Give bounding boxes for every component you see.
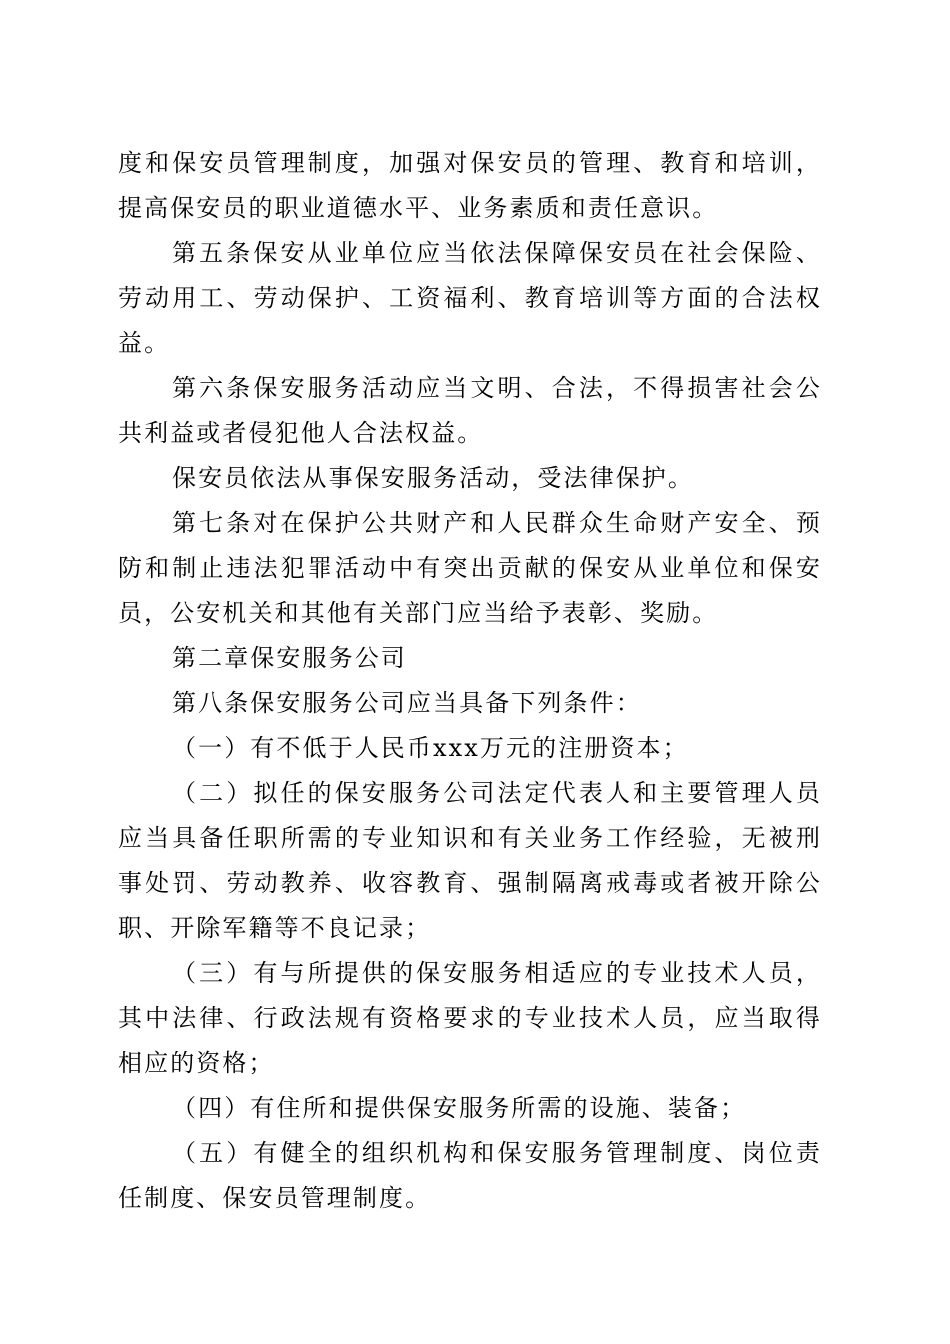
paragraph-article-6: 第六条保安服务活动应当文明、合法，不得损害社会公共利益或者侵犯他人合法权益。 <box>118 374 822 447</box>
chapter-heading: 第二章保安服务公司 <box>172 644 407 672</box>
list-item-2: （二）拟任的保安服务公司法定代表人和主要管理人员应当具备任职所需的专业知识和有关业务工作经验，无被刑事处罚、劳动教养、收容教育、强制隔离戒毒或者被开除公职、开除军籍等不良记录； <box>118 779 822 942</box>
paragraph-article-6-clause: 保安员依法从事保安服务活动，受法律保护。 <box>172 464 694 492</box>
paragraph-article-7: 第七条对在保护公共财产和人民群众生命财产安全、预防和制止违法犯罪活动中有突出贡献的保安从业单位和保安员，公安机关和其他有关部门应当给予表彰、奖励。 <box>118 509 822 627</box>
list-item-4: （四）有住所和提供保安服务所需的设施、装备； <box>172 1094 747 1122</box>
list-item-3: （三）有与所提供的保安服务相适应的专业技术人员，其中法律、行政法规有资格要求的专业技术人员，应当取得相应的资格； <box>118 959 822 1077</box>
paragraph-article-5: 第五条保安从业单位应当依法保障保安员在社会保险、劳动用工、劳动保护、工资福利、教育培训等方面的合法权益。 <box>118 239 822 357</box>
list-item-1: （一）有不低于人民币xxx万元的注册资本； <box>172 734 689 762</box>
list-item-5: （五）有健全的组织机构和保安服务管理制度、岗位责任制度、保安员管理制度。 <box>118 1139 822 1212</box>
paragraph-continuation: 度和保安员管理制度，加强对保安员的管理、教育和培训，提高保安员的职业道德水平、业务素质和责任意识。 <box>118 149 822 222</box>
paragraph-article-8: 第八条保安服务公司应当具备下列条件： <box>172 689 642 717</box>
document-page <box>118 141 822 1221</box>
